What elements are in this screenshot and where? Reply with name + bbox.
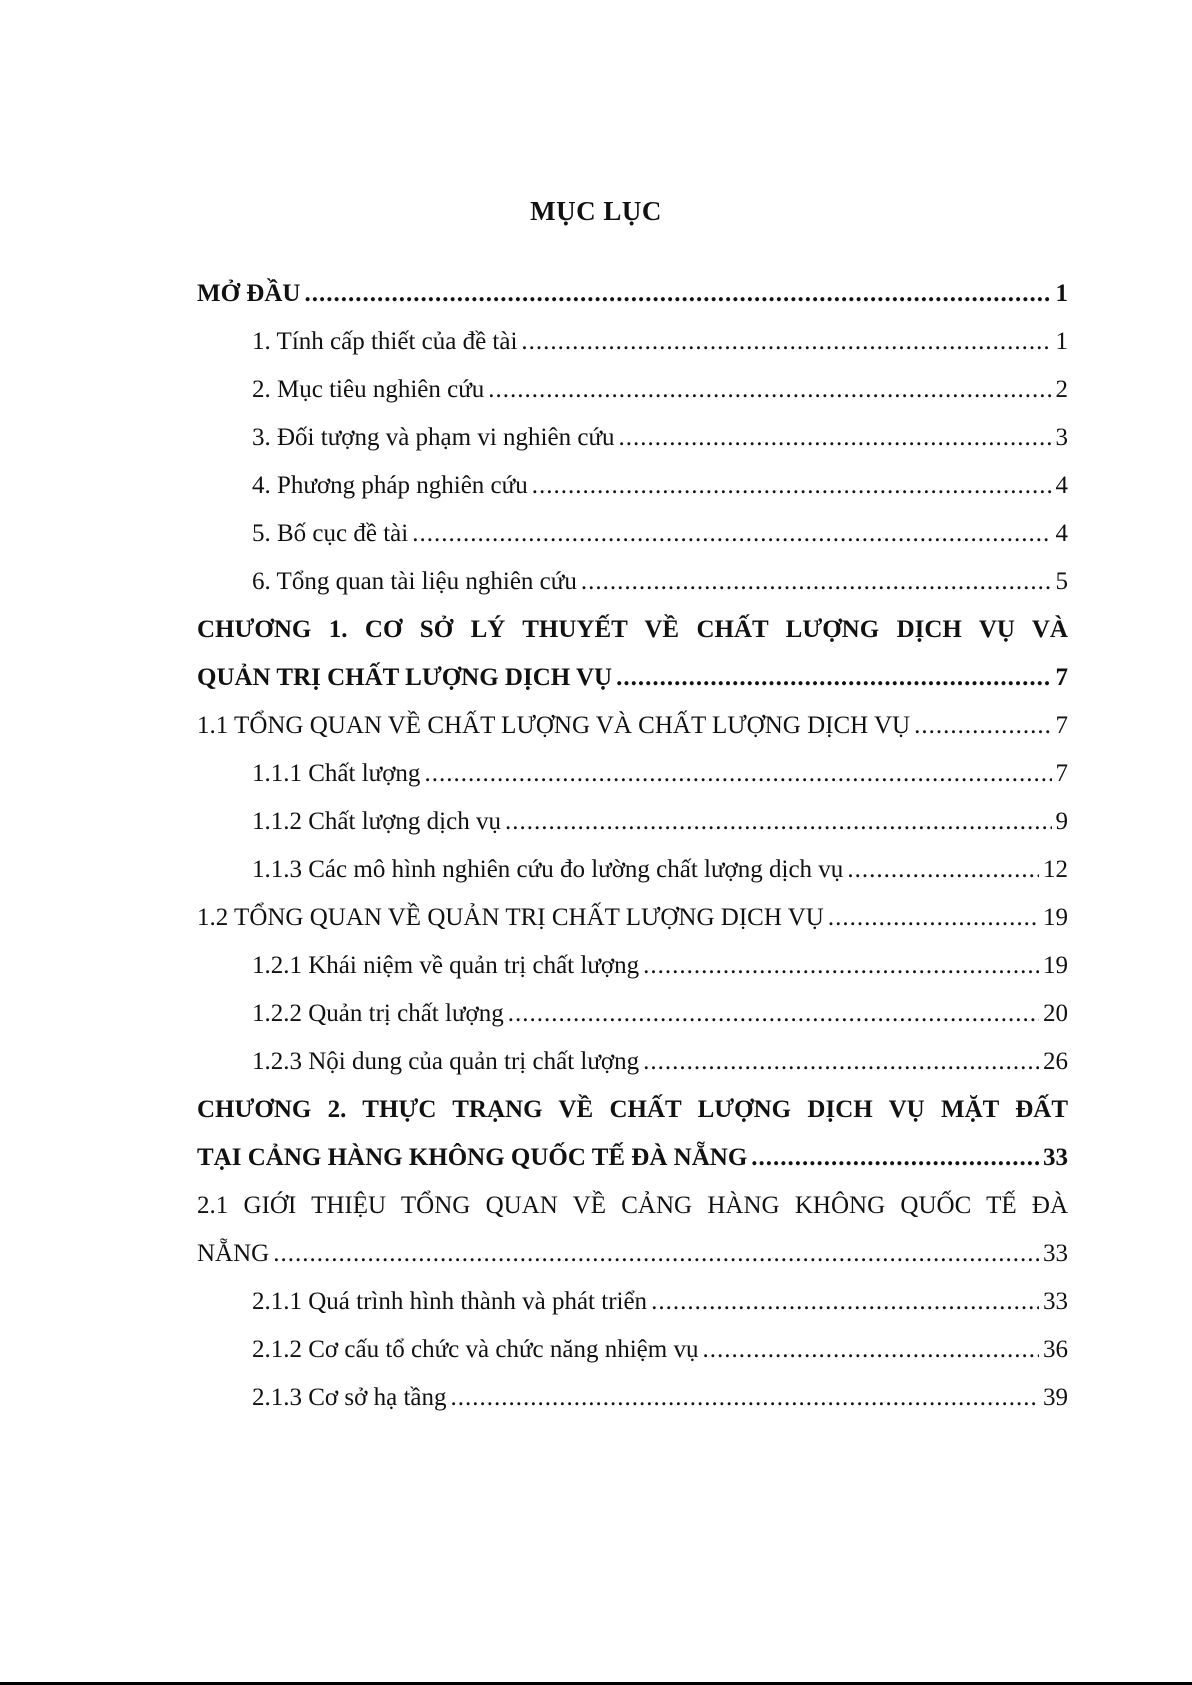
- toc-dot-leader: [505, 798, 1052, 846]
- toc-dot-leader: [643, 1038, 1039, 1086]
- toc-entry: [197, 366, 1068, 414]
- toc-page-number: 5: [1055, 568, 1068, 595]
- toc-dot-leader: [273, 1230, 1039, 1278]
- toc-entry-label: 2. Mục tiêu nghiên cứu: [252, 376, 485, 403]
- toc-entry-label: CHƯƠNG 2. THỰC TRẠNG VỀ CHẤT LƯỢNG DỊCH VỤ MẶT ĐẤT: [197, 1096, 1068, 1123]
- toc-entry-label: MỞ ĐẦU: [197, 280, 301, 307]
- toc-entry: [197, 1086, 1068, 1134]
- toc-entry: [197, 1278, 1068, 1326]
- toc-entry-label: 1.2.2 Quản trị chất lượng: [252, 1000, 504, 1027]
- toc-entry-label: 4. Phương pháp nghiên cứu: [252, 472, 528, 499]
- toc-dot-leader: [521, 318, 1051, 366]
- toc-dot-leader: [424, 750, 1051, 798]
- page-title: MỤC LỤC: [530, 196, 662, 226]
- toc-page-number: 12: [1043, 856, 1068, 883]
- toc-page-number: 19: [1043, 904, 1068, 931]
- toc-entry: [197, 1230, 1068, 1278]
- toc-entry: [197, 414, 1068, 462]
- toc-entry-label: 1.2.1 Khái niệm về quản trị chất lượng: [252, 952, 640, 979]
- toc-entry-label: QUẢN TRỊ CHẤT LƯỢNG DỊCH VỤ: [197, 664, 613, 691]
- toc-page-number: 7: [1055, 760, 1068, 787]
- toc-entry-label: 2.1.2 Cơ cấu tổ chức và chức năng nhiệm vụ: [252, 1336, 699, 1363]
- toc-entry-label: 1.1.1 Chất lượng: [252, 760, 421, 787]
- toc-dot-leader: [751, 1134, 1039, 1182]
- toc-entry: [197, 942, 1068, 990]
- toc-dot-leader: [450, 1374, 1039, 1422]
- toc-dot-leader: [508, 990, 1039, 1038]
- toc-entry-label: CHƯƠNG 1. CƠ SỞ LÝ THUYẾT VỀ CHẤT LƯỢNG DỊCH VỤ VÀ: [197, 616, 1068, 643]
- toc-dot-leader: [828, 894, 1039, 942]
- toc-dot-leader: [702, 1326, 1039, 1374]
- toc-dot-leader: [651, 1278, 1039, 1326]
- toc-page-number: 7: [1055, 664, 1068, 691]
- toc-page-number: 7: [1055, 712, 1068, 739]
- toc-entry: [197, 510, 1068, 558]
- toc-page-number: 26: [1043, 1048, 1068, 1075]
- toc-dot-leader: [532, 462, 1052, 510]
- toc-dot-leader: [619, 414, 1052, 462]
- toc-entry-label: 1.2 TỔNG QUAN VỀ QUẢN TRỊ CHẤT LƯỢNG DỊCH VỤ: [197, 904, 824, 931]
- toc-page-number: 4: [1055, 520, 1068, 547]
- toc-entry: [197, 1374, 1068, 1422]
- toc-page-number: 33: [1043, 1144, 1068, 1171]
- toc-entry: [197, 846, 1068, 894]
- toc-entry-label: 5. Bố cục đề tài: [252, 520, 409, 547]
- toc-page-number: 3: [1055, 424, 1068, 451]
- toc-page-number: 4: [1055, 472, 1068, 499]
- toc-entry: [197, 558, 1068, 606]
- toc-dot-leader: [581, 558, 1052, 606]
- toc-entry-label: 1.1.2 Chất lượng dịch vụ: [252, 808, 501, 835]
- toc-page-number: 2: [1055, 376, 1068, 403]
- toc-dot-leader: [488, 366, 1051, 414]
- toc-entry-label: 6. Tổng quan tài liệu nghiên cứu: [252, 568, 577, 595]
- toc-dot-leader: [847, 846, 1039, 894]
- toc-page-number: 9: [1055, 808, 1068, 835]
- toc-dot-leader: [643, 942, 1039, 990]
- toc-entry: [197, 1038, 1068, 1086]
- toc-dot-leader: [412, 510, 1051, 558]
- toc-entry: [197, 798, 1068, 846]
- toc-dot-leader: [616, 654, 1051, 702]
- toc-entry-label: 2.1 GIỚI THIỆU TỔNG QUAN VỀ CẢNG HÀNG KHÔNG QUỐC TẾ ĐÀ: [197, 1192, 1068, 1219]
- toc-page-number: 1: [1055, 328, 1068, 355]
- toc-entry-label: TẠI CẢNG HÀNG KHÔNG QUỐC TẾ ĐÀ NẴNG: [197, 1144, 748, 1171]
- toc-page-number: 19: [1043, 952, 1068, 979]
- toc-entry: [197, 990, 1068, 1038]
- toc-entry-label: 1.1 TỔNG QUAN VỀ CHẤT LƯỢNG VÀ CHẤT LƯỢNG DỊCH VỤ: [197, 712, 911, 739]
- toc-entry: [197, 1182, 1068, 1230]
- toc-entry: [197, 654, 1068, 702]
- toc-entry: [197, 606, 1068, 654]
- toc-entry: [197, 1134, 1068, 1182]
- toc-dot-leader: [304, 270, 1051, 318]
- toc-page-number: 33: [1043, 1240, 1068, 1267]
- toc-entry: [197, 270, 1068, 318]
- toc-dot-leader: [914, 702, 1051, 750]
- table-of-contents: [197, 270, 1068, 1422]
- toc-entry: [197, 318, 1068, 366]
- toc-entry: [197, 750, 1068, 798]
- toc-page-number: 20: [1043, 1000, 1068, 1027]
- toc-entry-label: NẴNG: [197, 1240, 270, 1267]
- toc-entry-label: 1.2.3 Nội dung của quản trị chất lượng: [252, 1048, 640, 1075]
- toc-entry-label: 1. Tính cấp thiết của đề tài: [252, 328, 518, 355]
- toc-entry-label: 3. Đối tượng và phạm vi nghiên cứu: [252, 424, 615, 451]
- toc-page-number: 1: [1055, 280, 1068, 307]
- toc-page-number: 36: [1043, 1336, 1068, 1363]
- toc-page-number: 33: [1043, 1288, 1068, 1315]
- toc-entry-label: 2.1.3 Cơ sở hạ tầng: [252, 1384, 447, 1411]
- toc-entry: [197, 894, 1068, 942]
- toc-entry-label: 1.1.3 Các mô hình nghiên cứu đo lường chất lượng dịch vụ: [252, 856, 844, 883]
- toc-entry: [197, 702, 1068, 750]
- toc-entry: [197, 1326, 1068, 1374]
- toc-entry: [197, 462, 1068, 510]
- toc-entry-label: 2.1.1 Quá trình hình thành và phát triển: [252, 1288, 648, 1315]
- toc-page-number: 39: [1043, 1384, 1068, 1411]
